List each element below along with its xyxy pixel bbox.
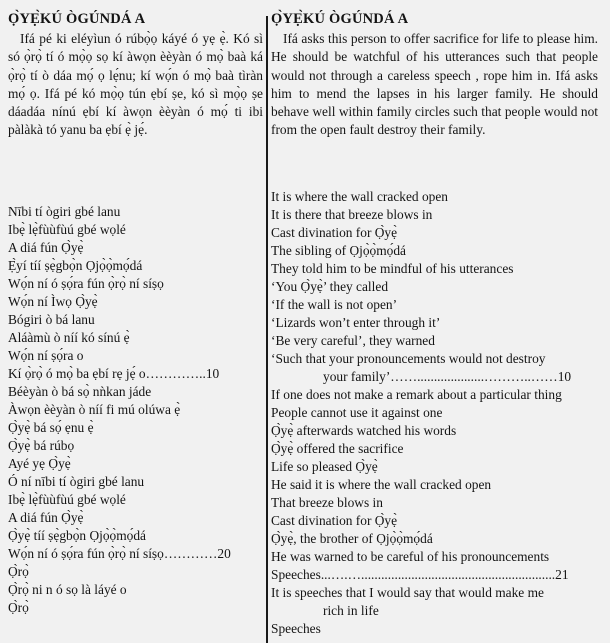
- column-divider: [266, 16, 268, 643]
- verse-line: Speeches: [271, 621, 321, 636]
- verse-line: Ẹ̀yí tíí ṣẹ̀gbọ̀n Ọjọ̀ọ̀mọ́dá: [8, 258, 143, 273]
- verse-line: Ọ̀yẹ̀, the brother of Ọjọ̀ọ̀mọ́dá: [271, 531, 433, 546]
- verse-line: It is speeches that I would say that would make me: [271, 585, 544, 600]
- verse-line: Àwọn èèyàn ò níí fi mú olúwa ẹ̀: [8, 402, 181, 417]
- verse-line: Ọ̀yẹ̀ offered the sacrifice: [271, 441, 404, 456]
- verse-line: Ọ̀rọ̀: [8, 564, 29, 579]
- verse-line: Ọ̀rọ̀: [8, 600, 29, 615]
- verse-line: It is there that breeze blows in: [271, 207, 433, 222]
- verse-line: Wọ́n ní Ìwọ Ọ̀yẹ̀: [8, 294, 98, 309]
- verse-line: ‘If the wall is not open’: [271, 297, 398, 312]
- verse-line: That breeze blows in: [271, 495, 383, 510]
- verse-line: It is where the wall cracked open: [271, 189, 448, 204]
- verse-line: He was warned to be careful of his pronouncements: [271, 549, 550, 564]
- verse-line: Ọ̀yẹ̀ afterwards watched his words: [271, 423, 457, 438]
- verse-line: your family’……....................………..……10: [323, 369, 572, 384]
- verse-line: Wọ́n ní ṣọ́ra o: [8, 348, 84, 363]
- yoruba-verse: [8, 203, 263, 617]
- verse-line: ‘Be very careful’, they warned: [271, 333, 435, 348]
- verse-line: ‘You Ọ̀yẹ̀’ they called: [271, 279, 389, 294]
- verse-line: Nībi tí ògiri gbé lanu: [8, 204, 121, 219]
- verse-line: Wọ́n ní ó ṣọ́ra fún ọ̀rọ̀ ní síṣọ…………20: [8, 546, 231, 561]
- verse-line: If one does not make a remark about a particular thing: [271, 387, 562, 402]
- verse-line: ‘Such that your pronouncements would not destroy: [271, 351, 546, 366]
- verse-line: Ibẹ̀ lẹ̀fùùfùú gbé wọlé: [8, 222, 126, 237]
- verse-line: Ọ̀yẹ̀ bá sọ́ ẹnu ẹ̀: [8, 420, 94, 435]
- yoruba-intro: Ifá pé ki eléyìun ó rúbọ̀ọ káyé ó yẹ ẹ̀. Kó sì só ọ̀rọ̀ tí ó mọ̀ọ sọ kí àwọn èèyàn ó mọ̀ baà ká ọ̀rọ̀ tí ò dáa mọ́ ọ lẹ́nu; kí wọ́n ó mọ̀ baà tìràn mọ́ ọ. Ifá pé kó mọ̀ọ tún ẹbí ṣe, kó sì mọ̀ọ ṣe dáadáa nínú ẹbí kí àwọn èèyàn ó mọ́ ti ibi pàlàkà tó yanu ba ẹbí ẹ̀ jẹ́.: [8, 31, 263, 138]
- verse-line: People cannot use it against one: [271, 405, 443, 420]
- verse-line: Kí ọ̀rọ̀ ó mọ̀ ba ẹbí rẹ jẹ́ o…………..10: [8, 366, 220, 381]
- verse-line: ‘Lizards won’t enter through it’: [271, 315, 441, 330]
- english-verse: [271, 188, 598, 638]
- yoruba-title: Ọ̀YẸ̀KÚ ÒGÚNDÁ A: [8, 11, 146, 27]
- verse-line: Béèyàn ò bá sọ̀ nǹkan jáde: [8, 384, 152, 399]
- verse-line: Ọ̀yẹ̀ bá rúbọ: [8, 438, 75, 453]
- verse-line: Ibẹ̀ lẹ̀fùùfùú gbé wọlé: [8, 492, 126, 507]
- english-title: Ọ̀YẸ̀KÚ ÒGÚNDÁ A: [271, 11, 409, 27]
- english-column: [271, 10, 598, 643]
- verse-line: Ayé yẹ Ọ̀yẹ̀: [8, 456, 71, 471]
- verse-line: The sibling of Ọjọ̀ọ̀mọ́dá: [271, 243, 407, 258]
- verse-line: A diá fún Ọ̀yẹ̀: [8, 240, 84, 255]
- verse-line: Life so pleased Ọ̀yẹ̀: [271, 459, 378, 474]
- verse-line: They told him to be mindful of his utterances: [271, 261, 514, 276]
- verse-line: Aláàmù ò níí kó sínú ẹ̀: [8, 330, 130, 345]
- verse-line: Ọ̀yẹ̀ tíí ṣẹ̀gbọ̀n Ọjọ̀ọ̀mọ́dá: [8, 528, 146, 543]
- verse-line: Wọ́n ní ó ṣọ́ra fún ọ̀rọ̀ ní síṣọ: [8, 276, 164, 291]
- verse-line: Ó ní nībi tí ògiri gbé lanu: [8, 474, 145, 489]
- verse-line: Bógiri ò bá lanu: [8, 312, 95, 327]
- verse-line: rich in life: [323, 603, 379, 618]
- english-intro: Ifá asks this person to offer sacrifice for life to please him. He should be watchful of his utterances such that people would not through a careless speech , rope him in. Ifá asks him to mend the lapses in his larger family. He should behave well within family circles such that people would not from the open fault destroy their family.: [271, 31, 598, 138]
- verse-line: Ọ̀rọ̀ ni n ó sọ là láyé o: [8, 582, 127, 597]
- verse-line: Cast divination for Ọ̀yẹ̀: [271, 225, 398, 240]
- verse-line: Speeches...….…..........................................................21: [271, 567, 569, 582]
- verse-line: Cast divination for Ọ̀yẹ̀: [271, 513, 398, 528]
- verse-line: He said it is where the wall cracked open: [271, 477, 492, 492]
- yoruba-column: [8, 10, 263, 643]
- verse-line: A diá fún Ọ̀yẹ̀: [8, 510, 84, 525]
